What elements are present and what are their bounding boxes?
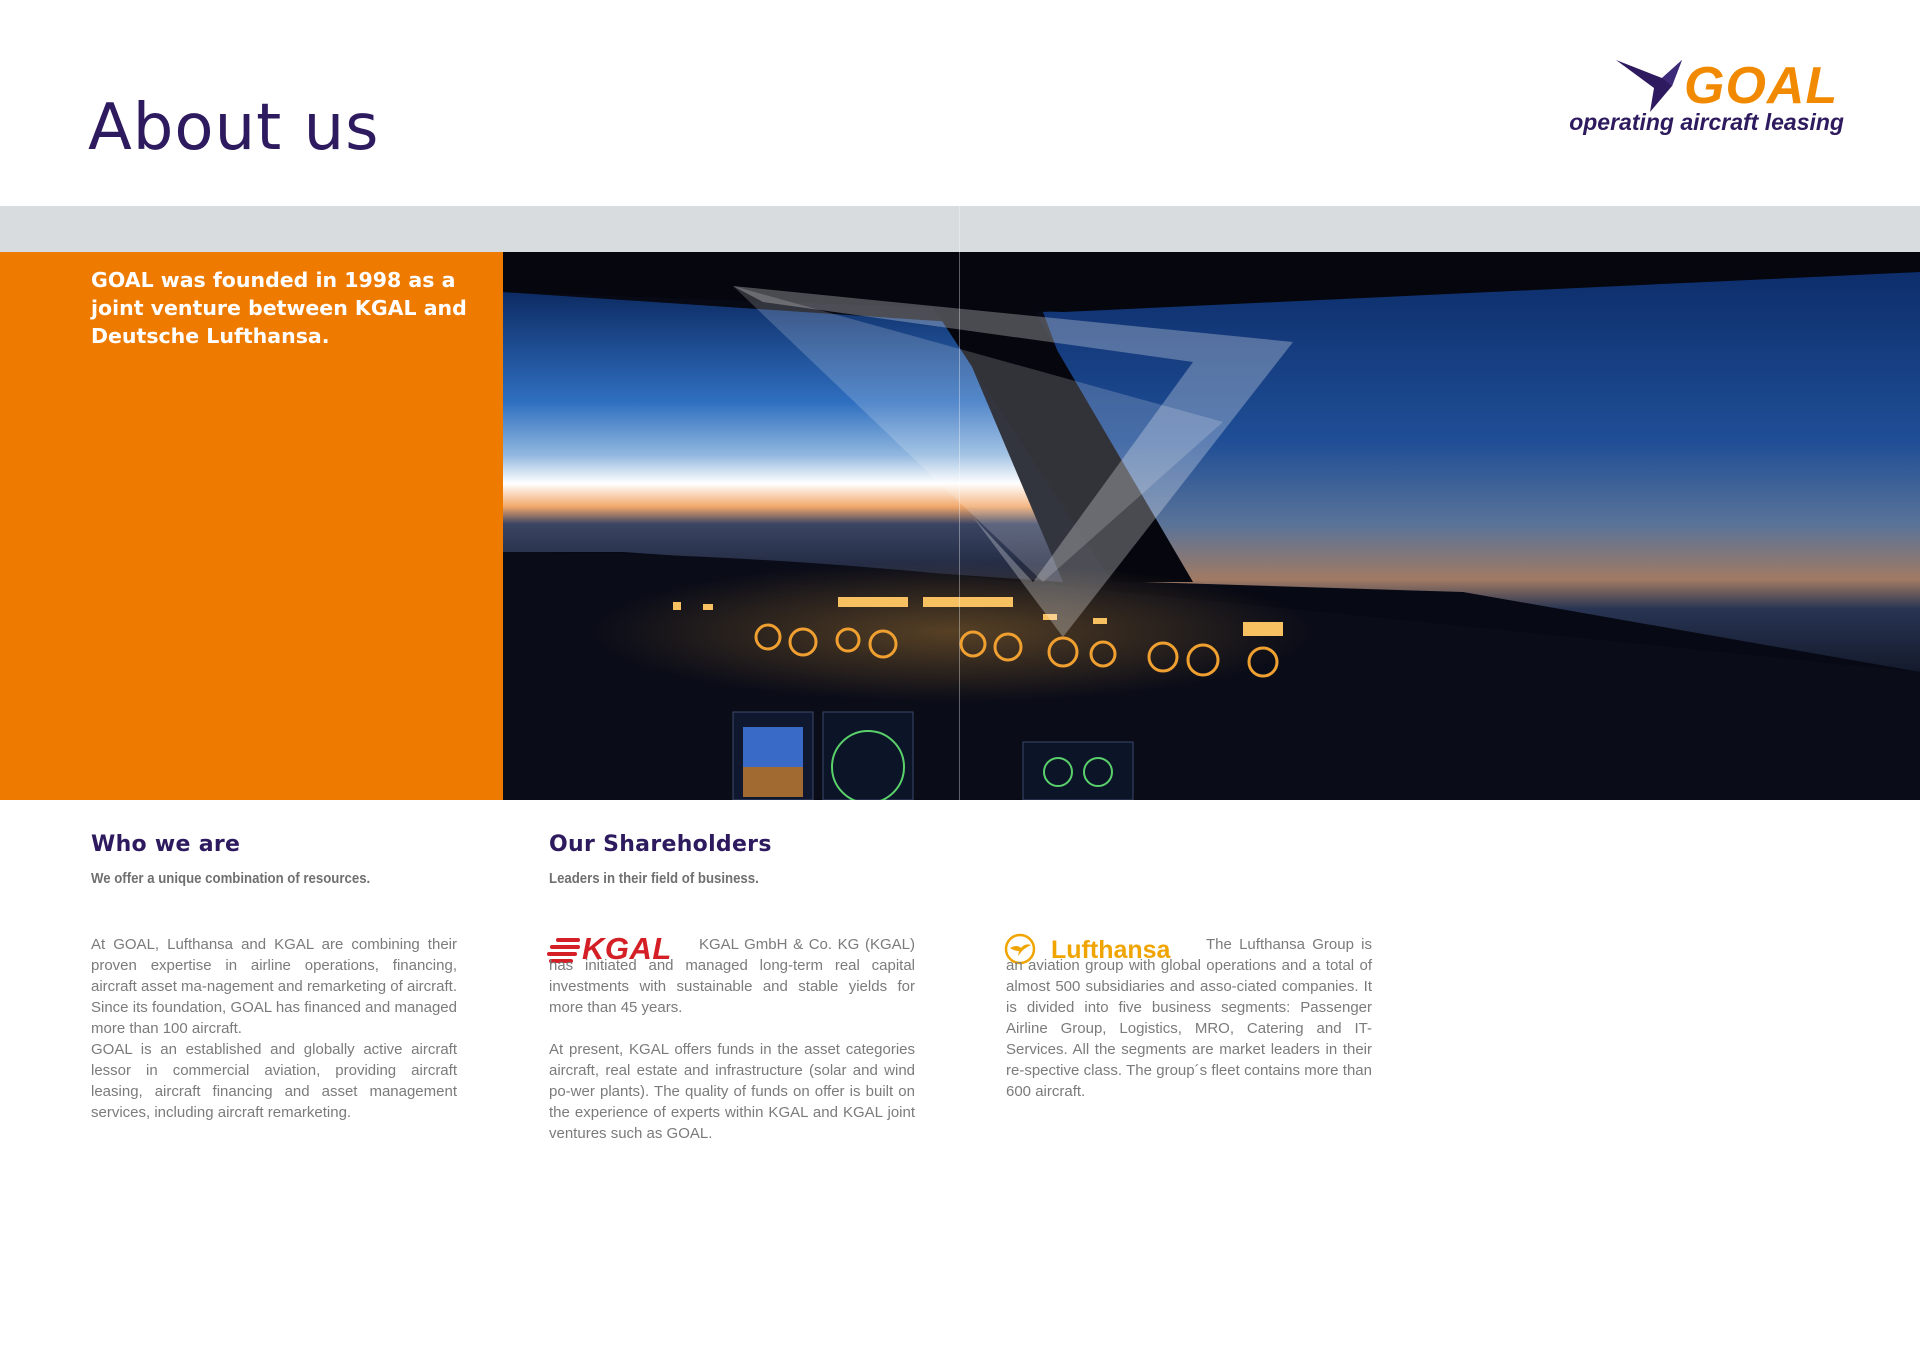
kgal-logo-word: KGAL: [582, 931, 672, 966]
intro-statement: GOAL was founded in 1998 as a joint venture between KGAL and Deutsche Lufthansa.: [91, 268, 467, 348]
goal-logo-tagline: operating aircraft leasing: [1569, 109, 1844, 135]
who-we-are-heading: Who we are: [91, 832, 241, 857]
goal-logo: [1544, 56, 1844, 140]
lufthansa-logo-word: Lufthansa: [1051, 936, 1171, 964]
kgal-paragraph-1: KGAL GmbH & Co. KG (KGAL) has initiated and managed long-term real capital investments with sustainable and stable yields for more than 45 years.: [549, 936, 915, 1016]
cockpit-photo: [503, 252, 1920, 800]
shareholders-heading: Our Shareholders: [549, 832, 772, 857]
who-we-are-subheading: We offer a unique combination of resources.: [91, 870, 371, 887]
goal-logo-word: GOAL: [1684, 57, 1839, 115]
shareholders-subheading: Leaders in their field of business.: [549, 870, 759, 887]
kgal-paragraph-2: At present, KGAL offers funds in the asset categories aircraft, real estate and infrastructure (solar and wind po-wer plants). The quality of funds on offer is built on the experience of experts within KGAL and KGAL joint ventures such as GOAL.: [549, 1041, 915, 1142]
goal-swoosh-icon: [1544, 56, 1684, 116]
grey-band: [0, 206, 1920, 252]
page-title: About us: [88, 91, 380, 165]
lufthansa-paragraph-1: The Lufthansa Group is an aviation group with global operations and a total of almost 500 subsidiaries and asso-ciated companies. It is divided into five business segments: Passenger Airline Group, Logistics, MRO, Catering and IT-Services. All the segments are market leaders in their re-spective class. The group´s fleet contains more than 600 aircraft.: [1006, 936, 1372, 1100]
who-we-are-paragraph-1: At GOAL, Lufthansa and KGAL are combining their proven expertise in airline operations, financing, aircraft asset ma-nagement and remarketing of aircraft. Since its foundation, GOAL has financed and managed more than 100 aircraft.: [91, 936, 457, 1037]
who-we-are-paragraph-2: GOAL is an established and globally active aircraft lessor in commercial aviation, providing aircraft leasing, aircraft financing and asset management services, including aircraft remarketing.: [91, 1041, 457, 1121]
page-fold-line: [959, 206, 960, 800]
